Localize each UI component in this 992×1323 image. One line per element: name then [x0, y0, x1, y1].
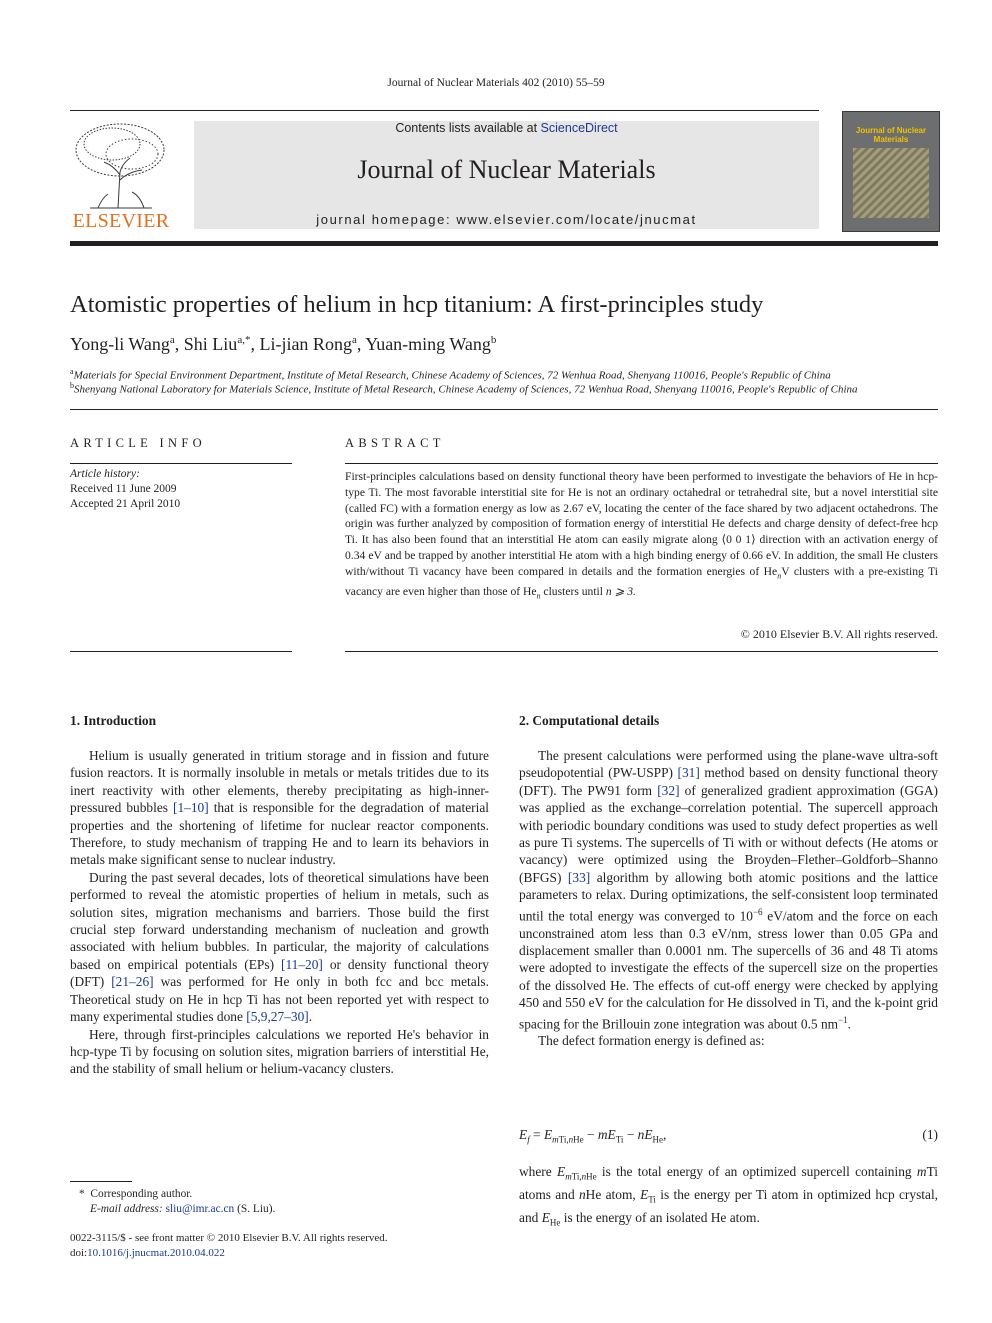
text-run: The present calculations were performed using the plane-wave ultra-soft pseudopotential (PW-USPP) — [519, 748, 938, 781]
author-4-affil: b — [490, 334, 497, 346]
citation-link[interactable]: [21–26] — [111, 974, 154, 990]
abstract-rule — [345, 463, 938, 464]
elsevier-tree-logo — [70, 120, 172, 210]
header-thick-rule — [70, 241, 938, 246]
intro-heading: 1. Introduction — [70, 713, 157, 728]
author-1-affil: a — [169, 334, 175, 346]
abstract-heading: ABSTRACT — [345, 436, 445, 450]
text-run: where — [519, 1164, 557, 1179]
text-run: of generalized gradient approximation (GGA) was applied as the exchange–correlation potential. The supercell approach with periodic boundary conditions was used to study defect properties as well as pure Ti systems. The supercells of Ti with or without defects (He atoms or vacancy) were optimized using the Broyden–Flether–Goldforb–Shanno (BFGS) — [519, 782, 938, 885]
article-info-rule — [70, 463, 292, 464]
text-run: is the energy per Ti atom in optimized hcp crystal, and — [519, 1187, 939, 1226]
email-link[interactable]: sliu@imr.ac.cn — [165, 1203, 235, 1215]
author-1: Yong-li Wang — [70, 334, 170, 354]
text-run: eV/atom and the force on each unconstrained atom less than 0.3 eV/nm, stress lower than 0.05 GPa and displacement smaller than 0.0001 nm. The supercells of 36 and 48 Ti atoms were adopted to investigate the effects of the supercell size on the properties of the dissolved He. The effects of cut-off energy were checked by applying 450 and 550 eV for the calculation for He dissolved in Ti, and the k-point grid spacing for the Brillouin zone integration was about 0.5 nm — [519, 908, 938, 1032]
footnote-mark: * — [79, 1188, 85, 1200]
author-3: Li-jian Rong — [259, 334, 352, 354]
author-2: Shi Liu — [183, 334, 238, 354]
cover-title: Journal of Nuclear Materials — [855, 126, 927, 144]
abstract-part: First-principles calculations based on density functional theory have been performed to investigate the behaviors of He in hcp-type Ti. The most favorable interstitial site for He is not an ordinary octahedral or tetrahedral site, but a novel interstitial site (called FC) with a formation energy as low as 2.67 eV, locating the center of the face shared by two adjacent octahedrons. The origin was further analyzed by composition of formation energy of interstitial He defects and charge density of defect-free hcp Ti. It has also been found that an interstitial He atom can easily migrate along ⟨0 0 1⟩ direction with an activation energy of 0.34 eV and be trapped by another interstitial He atom with a high binding energy of 0.66 eV. In addition, the small He clusters with/without Ti vacancy have been compared in details and the formation energies of He — [345, 470, 938, 578]
text-run: He atom, — [585, 1187, 641, 1203]
affiliation-text: Materials for Special Environment Department, Institute of Metal Research, Chinese Academy of Sciences, 72 Wenhua Road, Shenyang 110016, People's Republic of China — [73, 369, 831, 382]
author-4: Yuan-ming Wang — [365, 334, 491, 354]
affiliation-mark: b — [70, 381, 74, 390]
author-sep: , — [250, 334, 260, 354]
text-run: is the total energy of an optimized supercell containing — [596, 1164, 917, 1179]
article-info-heading: ARTICLE INFO — [70, 436, 206, 450]
comp-paragraph-2: The defect formation energy is defined as: — [538, 1033, 765, 1049]
front-matter — [70, 1231, 388, 1261]
citation-link[interactable]: [31] — [677, 765, 700, 781]
comp-heading: 2. Computational details — [519, 713, 660, 728]
affiliation-text: Shenyang National Laboratory for Materials Science, Institute of Metal Research, Chinese Academy of Sciences, 72 Wenhua Road, Shenyang 110016, People's Republic of China — [74, 383, 858, 396]
text-run: . — [308, 1009, 313, 1025]
affiliation-b — [70, 381, 858, 396]
citation-link[interactable]: [5,9,27–30] — [246, 1009, 309, 1025]
text-run: Ti atoms and — [519, 1164, 938, 1203]
intro-paragraph-1 — [70, 747, 489, 869]
header-top-rule — [70, 110, 819, 111]
abstract-copyright: © 2010 Elsevier B.V. All rights reserved. — [740, 627, 938, 641]
footnote-rule — [70, 1181, 132, 1182]
article-info-bottom-rule — [70, 651, 292, 652]
article-history — [70, 467, 180, 512]
contents-prefix: Contents lists available at — [395, 121, 541, 135]
contents-line — [194, 121, 819, 135]
text-run: was performed for He only in both fcc and bcc metals. Theoretical study on He in hcp Ti has not been reported yet with respect to many experimental studies done — [70, 974, 489, 1025]
sciencedirect-link[interactable]: ScienceDirect — [540, 121, 618, 135]
author-sep: , — [174, 334, 184, 354]
doi-link[interactable]: 10.1016/j.jnucmat.2010.04.022 — [87, 1247, 225, 1259]
citation-link[interactable]: [33] — [567, 869, 591, 885]
exponent: −6 — [752, 906, 763, 917]
journal-title: Journal of Nuclear Materials — [357, 155, 656, 184]
text-run: . — [847, 1016, 852, 1032]
intro-paragraph-3: Here, through first-principles calculations we reported He's behavior in hcp-type Ti by focusing on solution sites, migration barriers of interstitial He, and the stability of small helium or helium-vacancy clusters. — [70, 1026, 489, 1077]
intro-paragraph-2 — [70, 869, 489, 1026]
affiliation-mark: a — [70, 367, 74, 376]
subscript-n: n — [777, 571, 782, 581]
comp-body — [519, 747, 938, 1050]
cover-image — [853, 148, 929, 218]
abstract-text — [345, 469, 938, 604]
text-run: During the past several decades, lots of theoretical simulations have been performed to reveal the atomistic properties of helium in metals, such as solution sites, migration mechanisms and barriers. Those build the first crucial step forward understanding mechanism of nucleation and growth associated with helium bubbles. In particular, the majority of calculations based on empirical potentials (EPs) — [70, 869, 489, 972]
text-run: algorithm by allowing both atomic positions and the lattice parameters to relax. During optimizations, the self-consistent loop terminated until the total energy was converged to 10 — [519, 869, 939, 924]
citation-link[interactable]: [11–20] — [280, 956, 323, 972]
abstract-part: V clusters with a pre-existing Ti vacancy are even higher than those of He — [345, 564, 939, 598]
affiliation-a — [70, 367, 831, 382]
email-suffix: (S. Liu). — [234, 1203, 276, 1215]
doi-label: doi: — [70, 1247, 88, 1259]
journal-reference: Journal of Nuclear Materials 402 (2010) 55–59 — [387, 77, 605, 89]
subscript-n: n — [536, 591, 541, 601]
text-run: or density functional theory (DFT) — [70, 956, 489, 990]
corresponding-label: Corresponding author. — [90, 1188, 193, 1200]
journal-homepage[interactable]: journal homepage: www.elsevier.com/locate/jnucmat — [316, 212, 697, 227]
citation-link[interactable]: [1–10] — [173, 800, 209, 816]
equation-number: (1) — [922, 1127, 938, 1142]
abstract-part: n ⩾ 3. — [605, 584, 636, 598]
equation-1 — [519, 1127, 938, 1145]
text-run: method based on density functional theory (DFT). The PW91 form — [519, 765, 938, 798]
equation-body: $E_f = E_{mTi,nHe} - mE_{Ti} - nE_{He}$, — [519, 1127, 667, 1145]
received-date: Received 11 June 2009 — [70, 483, 177, 495]
journal-cover — [842, 111, 940, 232]
issn-line: 0022-3115/$ - see front matter © 2010 Elsevier B.V. All rights reserved. — [70, 1232, 388, 1244]
exponent: −1 — [838, 1014, 848, 1025]
history-label: Article history: — [70, 468, 140, 480]
corresponding-footnote — [70, 1187, 275, 1217]
citation-link[interactable]: [32] — [657, 782, 680, 798]
abstract-part: clusters until — [540, 584, 606, 598]
email-label: E-mail address: — [90, 1203, 163, 1215]
accepted-date: Accepted 21 April 2010 — [70, 498, 181, 510]
author-sep: , — [356, 334, 366, 354]
text-run: Helium is usually generated in tritium storage and in fission and future fusion reactors. It is normally insoluble in metals or metals tritides due to its inert reactivity with other elements, thereby precipitating as high-inner-pressured bubbles — [70, 748, 489, 816]
article-title: Atomistic properties of helium in hcp titanium: A first-principles study — [70, 291, 764, 318]
author-list — [70, 334, 496, 355]
text-run: that is responsible for the degradation of material properties and the shortening of lifetime for nuclear reactor components. Therefore, to study mechanism of trapping He and to learn its behaviors in metals make significant sense to nuclear industry. — [70, 800, 489, 868]
abstract-bottom-rule — [345, 651, 938, 652]
author-2-affil[interactable]: a,* — [237, 334, 251, 346]
affiliation-rule — [70, 409, 938, 410]
intro-body — [70, 747, 489, 1078]
comp-paragraph-1 — [519, 747, 938, 1032]
elsevier-wordmark: ELSEVIER — [72, 210, 170, 232]
comp-paragraph-3: where $E_{mTi,nHe}$ is the total energy of an optimized supercell containing mTi atoms and nHe atom, $E_{Ti}$ is the energy per Ti atom in optimized hcp crystal, and $E_{He}$ is the energy of an isolated He atom. — [519, 1164, 939, 1228]
text-run: is the energy of an isolated He atom. — [560, 1210, 760, 1226]
author-3-affil: a — [351, 334, 357, 346]
